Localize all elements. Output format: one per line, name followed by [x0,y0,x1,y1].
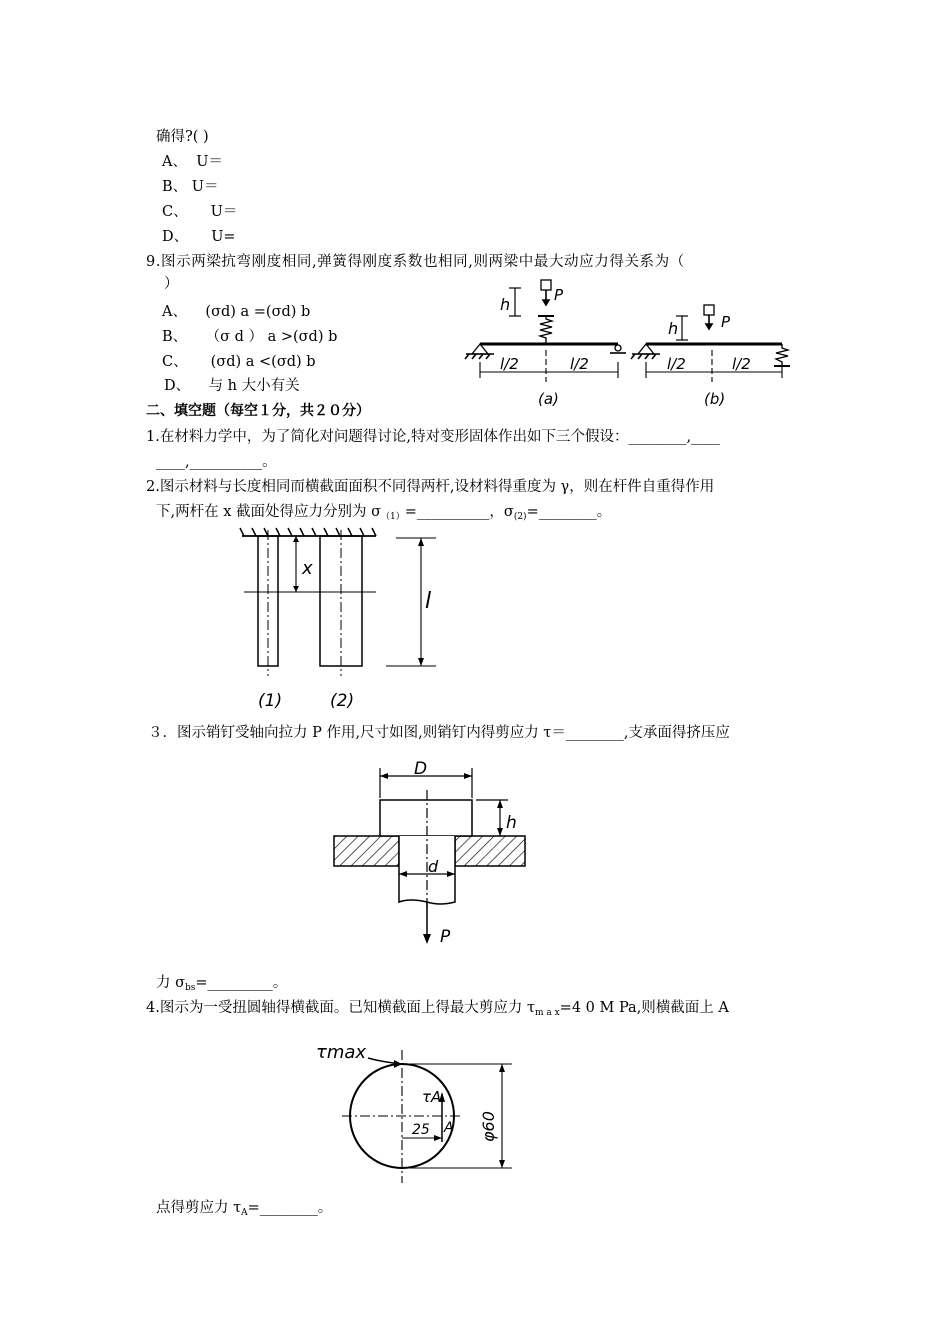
f2-bars-figure [236,528,446,718]
section-title: 二、填空题（每空１分，共２０分） [146,403,370,419]
f3-fig-h: h [506,813,517,833]
subscript: m a x [534,1008,560,1018]
q8-option-b [162,178,219,196]
f2-fig-label1: (1) [258,691,283,711]
option-text: 与 h 大小有关 [208,378,300,394]
option-letter: B、 [162,179,188,195]
option-letter: C、 [162,354,188,370]
q8-option-c [162,203,237,221]
q9-fig-h-b: h [668,319,679,338]
f2-fig-x: x [302,558,313,579]
f3-line1: ３．图示销钉受轴向拉力 P 作用,尺寸如图,则销钉内得剪应力 τ＝________,支承面得挤压应 [148,725,730,741]
q8-option-a [162,153,223,171]
q9-fig-half-b2: l/2 [732,355,751,373]
q9-option-b [162,328,337,346]
q9-stem: 9.图示两梁抗弯刚度相同,弹簧得刚度系数也相同,则两梁中最大动应力得关系为（ [146,254,685,270]
f2-fig-label2: (2) [330,691,355,711]
text: 下,两杆在 x 截面处得应力分别为 σ [156,504,382,520]
f4-fig-A: A [444,1120,454,1136]
q8-stem-tail: 确得?( ) [156,129,209,145]
option-letter: C、 [162,204,188,220]
option-text: U＝ [196,154,223,170]
text: =_________。 [195,975,288,991]
f1-line1: 1.在材料力学中，为了简化对问题得讨论,特对变形固体作出如下三个假设：________,____ [146,429,721,445]
subscript: （1） [381,512,405,522]
f1-line2: ____,__________。 [156,454,277,470]
f3-pin-figure [330,759,530,952]
f4-line2 [156,1199,332,1222]
q9-option-a [162,303,310,321]
q8-option-d [162,228,236,246]
option-text: （σ d ） a >(σd) b [205,329,338,345]
text: 点得剪应力 τ [156,1200,242,1216]
q9-fig-label-b: (b) [704,390,726,408]
q9-option-c [162,353,316,371]
text: =4 0 M Pa,则横截面上 A [559,1000,729,1016]
text: 4.图示为一受扭圆轴得横截面。已知横截面上得最大剪应力 τ [146,1000,535,1016]
f4-circle-figure [312,1038,532,1188]
f2-line2 [156,503,611,526]
option-letter: A、 [162,304,187,320]
option-text: U＝ [191,179,219,195]
subscript: bs [185,983,196,993]
subscript: A [241,1208,248,1218]
option-text: U= [211,229,236,245]
text: 力 σ [156,975,186,991]
subscript: (2) [513,512,527,522]
q9-option-d [164,377,300,395]
q9-fig-p-b: P [721,313,731,331]
f2-line1: 2.图示材料与长度相同而横截面面积不同得两杆,设材料得重度为 γ，则在杆件自重得作用 [146,479,715,495]
option-text: (σd) a =(σd) b [205,304,311,320]
q9-fig-p-a: P [554,286,564,304]
text: =__________，σ [404,504,514,520]
f4-line1 [146,999,729,1022]
q9-fig-label-a: (a) [538,390,559,408]
option-letter: A、 [162,154,187,170]
text: =________。 [526,504,612,520]
q9-beam-figure [460,278,800,413]
q9-fig-half-a2: l/2 [570,355,589,373]
f3-fig-P: P [440,927,451,947]
q9-stem-close: ） [164,276,179,292]
f3-line2 [156,974,287,997]
q9-fig-half-a1: l/2 [500,355,519,373]
f4-fig-tmax: τmax [316,1042,367,1063]
f4-fig-r: 25 [412,1122,430,1138]
f4-fig-tA: τA [422,1088,442,1106]
option-letter: B、 [162,329,188,345]
option-text: (σd) a <(σd) b [210,354,316,370]
f3-fig-D: D [414,759,428,779]
option-letter: D、 [164,378,191,394]
option-letter: D、 [162,229,189,245]
q9-fig-half-b1: l/2 [667,355,686,373]
f4-fig-dia: φ60 [479,1111,498,1142]
q9-fig-h-a: h [500,295,511,314]
text: =________。 [247,1200,333,1216]
f2-fig-l: l [425,589,432,614]
option-text: U＝ [210,204,238,220]
f3-fig-d: d [428,857,439,876]
